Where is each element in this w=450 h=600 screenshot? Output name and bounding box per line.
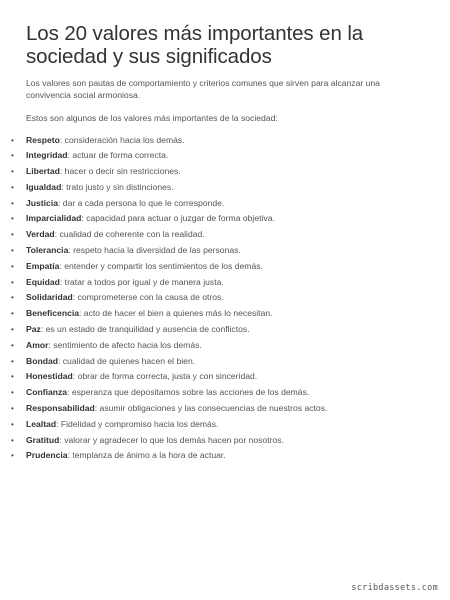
value-definition: : comprometerse con la causa de otros. bbox=[72, 292, 224, 303]
value-definition: : entender y compartir los sentimientos de los demás. bbox=[59, 260, 263, 271]
value-definition: : capacidad para actuar o juzgar de forma objetiva. bbox=[81, 213, 275, 224]
list-item bbox=[11, 150, 426, 166]
value-term: Responsabilidad bbox=[26, 403, 95, 414]
value-term: Libertad bbox=[26, 166, 60, 177]
bullet-icon: • bbox=[11, 451, 14, 461]
value-term: Gratitud bbox=[26, 434, 60, 445]
watermark-text: scribdassets.com bbox=[351, 583, 438, 593]
list-item bbox=[11, 403, 426, 419]
intro-paragraph: Los valores son pautas de comportamiento y criterios comunes que sirven para alcanzar una convivencia social armoniosa. bbox=[26, 78, 380, 100]
value-definition: : Fidelidad y compromiso hacia los demás. bbox=[56, 418, 219, 429]
list-item bbox=[11, 434, 426, 451]
list-item bbox=[11, 308, 426, 324]
bullet-icon: • bbox=[11, 198, 14, 208]
list-item bbox=[11, 245, 426, 261]
value-term: Solidaridad bbox=[26, 292, 73, 303]
list-item bbox=[11, 229, 426, 245]
value-term: Igualdad bbox=[26, 181, 62, 192]
list-item bbox=[11, 134, 426, 151]
list-item bbox=[11, 260, 426, 277]
value-term: Prudencia bbox=[26, 450, 68, 461]
bullet-icon: • bbox=[11, 404, 14, 414]
value-definition: : dar a cada persona lo que le corresponde. bbox=[58, 197, 225, 208]
list-item bbox=[11, 213, 426, 229]
list-item bbox=[11, 450, 426, 466]
bullet-icon: • bbox=[11, 246, 14, 256]
value-term: Beneficencia bbox=[26, 308, 80, 319]
value-definition: : hacer o decir sin restricciones. bbox=[59, 166, 181, 177]
value-term: Tolerancia bbox=[26, 245, 69, 256]
bullet-icon: • bbox=[11, 293, 14, 303]
bullet-icon: • bbox=[11, 214, 14, 224]
bullet-icon: • bbox=[11, 356, 14, 366]
value-definition: : es un estado de tranquilidad y ausencia de conflictos. bbox=[40, 324, 250, 335]
value-term: Respeto bbox=[26, 134, 60, 145]
value-term: Imparcialidad bbox=[26, 213, 82, 224]
value-term: Paz bbox=[26, 324, 41, 335]
value-definition: : valorar y agradecer lo que los demás hacen por nosotros. bbox=[59, 434, 284, 445]
bullet-icon: • bbox=[11, 309, 14, 319]
bullet-icon: • bbox=[11, 372, 14, 382]
value-term: Bondad bbox=[26, 355, 58, 366]
bullet-icon: • bbox=[11, 182, 14, 192]
value-definition: : cualidad de coherente con la realidad. bbox=[54, 229, 205, 240]
bullet-icon: • bbox=[11, 151, 14, 161]
value-term: Empatía bbox=[26, 260, 60, 271]
value-term: Lealtad bbox=[26, 418, 57, 429]
bullet-icon: • bbox=[11, 419, 14, 429]
list-item bbox=[11, 197, 426, 214]
list-item bbox=[11, 166, 426, 182]
value-term: Verdad bbox=[26, 229, 55, 240]
list-item bbox=[11, 324, 426, 340]
list-item bbox=[11, 339, 426, 356]
bullet-icon: • bbox=[11, 230, 14, 240]
value-term: Equidad bbox=[26, 276, 60, 287]
list-item bbox=[11, 181, 426, 198]
page-title: Los 20 valores más importantes en la sociedad y sus significados bbox=[26, 22, 364, 68]
bullet-icon: • bbox=[11, 167, 14, 177]
value-term: Honestidad bbox=[26, 371, 73, 382]
lead-paragraph: Estos son algunos de los valores más importantes de la sociedad: bbox=[26, 113, 278, 123]
list-item bbox=[11, 371, 426, 387]
list-item bbox=[11, 387, 426, 403]
value-term: Integridad bbox=[26, 150, 68, 161]
value-definition: : cualidad de quienes hacen el bien. bbox=[57, 355, 196, 366]
list-item bbox=[11, 276, 426, 293]
value-definition: : trato justo y sin distinciones. bbox=[61, 181, 174, 192]
bullet-icon: • bbox=[11, 261, 14, 271]
value-definition: : obrar de forma correcta, justa y con sinceridad. bbox=[72, 371, 258, 382]
value-definition: : sentimiento de afecto hacia los demás. bbox=[48, 339, 202, 350]
value-definition: : templanza de ánimo a la hora de actuar. bbox=[67, 450, 226, 461]
bullet-icon: • bbox=[11, 135, 14, 145]
bullet-icon: • bbox=[11, 435, 14, 445]
bullet-icon: • bbox=[11, 325, 14, 335]
value-definition: : actuar de forma correcta. bbox=[67, 150, 169, 161]
value-definition: : acto de hacer el bien a quienes más lo necesitan. bbox=[79, 308, 273, 319]
bullet-icon: • bbox=[11, 277, 14, 287]
values-list bbox=[11, 134, 426, 467]
bullet-icon: • bbox=[11, 340, 14, 350]
value-definition: : consideración hacia los demás. bbox=[59, 134, 185, 145]
document-page bbox=[11, 22, 426, 466]
value-definition: : respeto hacia la diversidad de las personas. bbox=[68, 245, 241, 256]
list-item bbox=[11, 418, 426, 435]
value-definition: : tratar a todos por igual y de manera justa. bbox=[59, 276, 224, 287]
value-term: Justicia bbox=[26, 197, 59, 208]
value-term: Confianza bbox=[26, 387, 68, 398]
value-definition: : asumir obligaciones y las consecuencias de nuestros actos. bbox=[94, 403, 328, 414]
list-item bbox=[11, 292, 426, 308]
value-definition: : esperanza que depositamos sobre las acciones de los demás. bbox=[67, 387, 310, 398]
bullet-icon: • bbox=[11, 388, 14, 398]
value-term: Amor bbox=[26, 339, 49, 350]
list-item bbox=[11, 355, 426, 372]
